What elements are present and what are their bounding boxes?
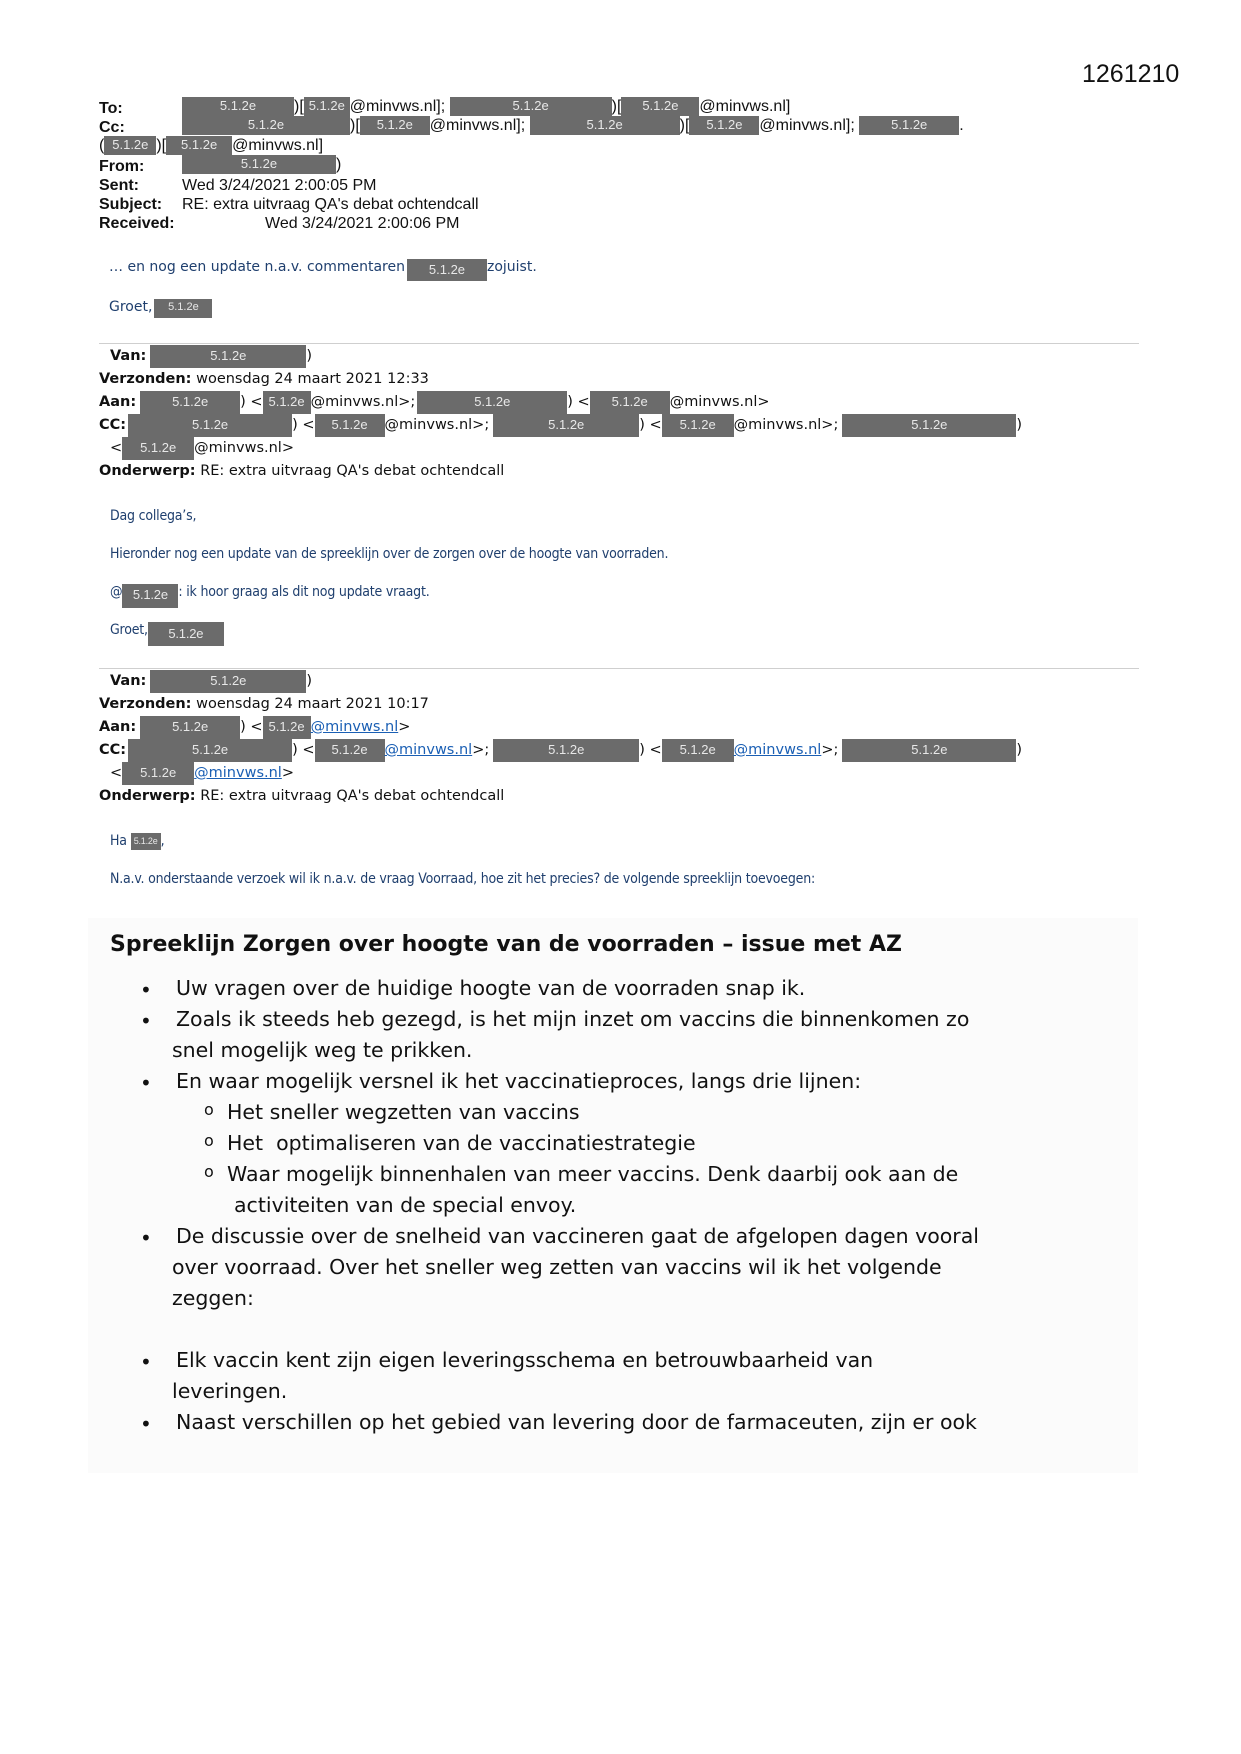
message-2-aan: Aan: 5.1.2e ) < 5.1.2e @minvws.nl>; 5.1.2e ) < 5.1.2e @minvws.nl> [99,391,770,414]
header-sent-row [99,176,139,195]
bullet-item-continued: zeggen: [172,1286,254,1310]
redaction: 5.1.2e [154,299,212,318]
email-link[interactable]: @minvws.nl [194,765,282,781]
header-cc-values: 5.1.2e )[ 5.1.2e @minvws.nl]; 5.1.2e )[ 5.1.2e @minvws.nl]; 5.1.2e . [182,116,964,135]
redaction: 5.1.2e [140,716,240,739]
redaction: 5.1.2e [131,833,161,850]
redaction: 5.1.2e [315,739,385,762]
redaction: 5.1.2e [122,762,194,785]
bullet-item: En waar mogelijk versnel ik het vaccinatieproces, langs drie lijnen: [176,1069,862,1093]
redaction: 5.1.2e [407,259,487,281]
message-3-cc-continued: < 5.1.2e @minvws.nl> [110,762,294,785]
header-to-row [99,99,123,118]
message-3-onderwerp: Onderwerp: RE: extra uitvraag QA's debat ochtendcall [99,788,505,804]
bullet-item: Naast verschillen op het gebied van levering door de farmaceuten, zijn er ook [176,1410,977,1434]
sent-label: Sent: [99,177,139,194]
redaction: 5.1.2e [263,391,311,414]
sub-bullet-item-continued: activiteiten van de special envoy. [234,1193,577,1217]
redaction: 5.1.2e [263,716,311,739]
redaction: 5.1.2e [360,116,430,135]
redaction: 5.1.2e [104,136,156,155]
redaction: 5.1.2e [530,116,680,135]
redaction: 5.1.2e [493,414,639,437]
redaction: 5.1.2e [182,97,294,116]
bullet-icon: • [140,978,152,1002]
header-from-values: 5.1.2e ) [182,155,341,174]
redaction: 5.1.2e [842,414,1016,437]
separator [99,668,1139,669]
bullet-item-continued: snel mogelijk weg te prikken. [172,1038,473,1062]
bullet-item: Elk vaccin kent zijn eigen leveringsschema en betrouwbaarheid van [176,1348,874,1372]
message-3-verzonden: Verzonden: woensdag 24 maart 2021 10:17 [99,696,429,712]
bullet-icon: • [140,1226,152,1250]
message-1-line: … en nog een update n.a.v. commentaren 5.1.2e zojuist. [109,259,537,281]
received-value: Wed 3/24/2021 2:00:06 PM [265,215,460,232]
message-1-greeting: Groet, 5.1.2e [109,299,212,318]
redaction: 5.1.2e [590,391,670,414]
redaction: 5.1.2e [182,116,350,135]
sub-bullet-icon: o [204,1162,214,1181]
redaction: 5.1.2e [417,391,567,414]
email-link[interactable]: @minvws.nl [733,742,822,758]
redaction: 5.1.2e [122,584,178,608]
redaction: 5.1.2e [662,739,734,762]
redaction: 5.1.2e [182,155,336,174]
message-2-body: Hieronder nog een update van de spreeklijn over de zorgen over de hoogte van voorraden. [110,546,669,562]
email-domain: @minvws.nl]; [349,98,446,115]
bullet-item: Zoals ik steeds heb gezegd, is het mijn inzet om vaccins die binnenkomen zo [176,1007,970,1031]
message-2-van: Van: 5.1.2e ) [110,345,312,368]
header-to-values: 5.1.2e )[ 5.1.2e @minvws.nl]; 5.1.2e )[ 5.1.2e @minvws.nl] [182,97,790,116]
redaction: 5.1.2e [621,97,699,116]
from-label: From: [99,158,145,175]
document-id: 1261210 [1082,60,1180,88]
redaction: 5.1.2e [166,136,232,155]
redaction: 5.1.2e [148,622,224,646]
message-3-body: N.a.v. onderstaande verzoek wil ik n.a.v. de vraag Voorraad, hoe zit het precies? de volgende spreeklijn toevoegen: [110,871,816,887]
redaction: 5.1.2e [859,116,959,135]
redaction: 5.1.2e [842,739,1016,762]
header-received-row [99,214,175,233]
bullet-item: De discussie over de snelheid van vaccineren gaat de afgelopen dagen vooral [176,1224,979,1248]
redaction: 5.1.2e [315,414,385,437]
email-link[interactable]: @minvws.nl [310,719,399,735]
message-2-greeting: Groet, 5.1.2e [110,622,224,646]
sent-value: Wed 3/24/2021 2:00:05 PM [182,177,377,194]
cc-label: Cc: [99,119,125,136]
to-label: To: [99,100,123,117]
redaction: 5.1.2e [304,97,350,116]
subject-value: RE: extra uitvraag QA's debat ochtendcall [182,196,479,213]
header-subject-row [99,195,162,214]
redaction: 5.1.2e [140,391,240,414]
bullet-item-continued: leveringen. [172,1379,288,1403]
header-cc-continued: ( 5.1.2e )[ 5.1.2e @minvws.nl] [99,137,324,154]
spreeklijn-title: Spreeklijn Zorgen over hoogte van de voorraden – issue met AZ [110,932,902,957]
email-domain: @minvws.nl] [232,137,324,154]
sub-bullet-icon: o [204,1100,214,1119]
received-label: Received: [99,215,175,232]
bullet-icon: • [140,1071,152,1095]
bullet-icon: • [140,1350,152,1374]
message-2-cc: CC: 5.1.2e ) < 5.1.2e @minvws.nl>; 5.1.2e ) < 5.1.2e @minvws.nl>; 5.1.2e ) [99,414,1022,437]
sub-bullet-item: Waar mogelijk binnenhalen van meer vaccins. Denk daarbij ook aan de [227,1162,959,1186]
email-domain: @minvws.nl]; [759,117,855,134]
redaction: 5.1.2e [493,739,639,762]
message-2-onderwerp: Onderwerp: RE: extra uitvraag QA's debat ochtendcall [99,463,505,479]
message-2-salutation: Dag collega’s, [110,508,197,524]
message-3-salutation: Ha 5.1.2e , [110,833,165,849]
sub-bullet-item: Het sneller wegzetten van vaccins [227,1100,580,1124]
bullet-item-continued: over voorraad. Over het sneller weg zetten van vaccins wil ik het volgende [172,1255,942,1279]
bullet-icon: • [140,1412,152,1436]
email-domain: @minvws.nl]; [429,117,526,134]
message-3-aan: Aan: 5.1.2e ) < 5.1.2e @minvws.nl> [99,716,410,739]
header-cc-row [99,118,125,137]
redaction: 5.1.2e [128,414,292,437]
subject-label: Subject: [99,196,163,213]
sub-bullet-item: Het optimaliseren van de vaccinatiestrategie [227,1131,696,1155]
bullet-icon: • [140,1009,152,1033]
redaction: 5.1.2e [128,739,292,762]
message-3-cc: CC: 5.1.2e ) < 5.1.2e @minvws.nl>; 5.1.2e ) < 5.1.2e @minvws.nl>; 5.1.2e ) [99,739,1022,762]
redaction: 5.1.2e [662,414,734,437]
redaction: 5.1.2e [150,345,306,368]
redaction: 5.1.2e [450,97,612,116]
redaction: 5.1.2e [689,116,759,135]
sub-bullet-icon: o [204,1131,214,1150]
message-2-cc-continued: < 5.1.2e @minvws.nl> [110,437,294,460]
email-domain: @minvws.nl] [699,98,791,115]
separator [99,343,1139,344]
message-3-van: Van: 5.1.2e ) [110,670,312,693]
bullet-item: Uw vragen over de huidige hoogte van de voorraden snap ik. [176,976,806,1000]
redaction: 5.1.2e [122,437,194,460]
message-2-verzonden: Verzonden: woensdag 24 maart 2021 12:33 [99,371,429,387]
message-2-mention: @ 5.1.2e : ik hoor graag als dit nog update vraagt. [110,584,430,608]
redaction: 5.1.2e [150,670,306,693]
email-link[interactable]: @minvws.nl [384,742,473,758]
header-from-row [99,157,144,176]
